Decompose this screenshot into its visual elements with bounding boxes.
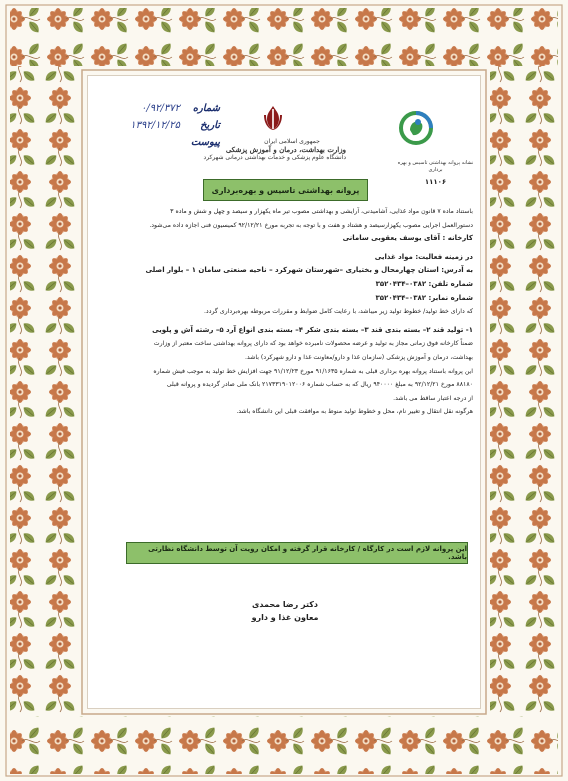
date-label: تاریخ: [200, 120, 220, 131]
health-caption: نشانه پروانه بهداشتی تاسیس و بهره برداری: [397, 160, 474, 173]
paragraph-4: هرگونه نقل انتقال و تغییر نام، محل و خطوط تولید منوط به موافقت قبلی این دانشگاه باشد.: [236, 408, 473, 416]
notice-box: این پروانه لازم است در کارگاه / کارخانه قرار گرفته و امکان رویت آن توسط دانشگاه نظارتی باشد.: [126, 542, 468, 564]
health-standard-logo-icon: [396, 108, 436, 148]
number-value: ۰/۹۲/۳۷۲: [141, 103, 180, 114]
paragraph-3a: این پروانه باستناد پروانه بهره برداری قبلی به شماره ۹۱/۱۶۳۵ مورخ ۹۱/۱۲/۲۳ جهت افزایش خط تولید به موجب فیش شماره: [153, 367, 473, 375]
ministry-line2: وزارت بهداشت، درمان و آموزش پزشکی: [225, 145, 346, 154]
attachment-label: پیوست: [190, 137, 220, 148]
date-row: [120, 117, 220, 134]
number-label: شماره: [192, 103, 220, 114]
fax-line: شماره نمابر: ۰۳۸۲–۳۵۲۰۴۳۴: [375, 293, 473, 302]
signature-block: [230, 598, 340, 624]
paragraph-2b: بهداشت، درمان و آموزش پزشکی (سازمان غذا و دارو/معاونت غذا و دارو شهرکرد) باشد.: [244, 353, 473, 361]
letter-meta: [120, 100, 220, 151]
ministry-line3: دانشگاه علوم پزشکی و خدمات بهداشتی درمانی شهرکرد: [203, 154, 346, 161]
signer-position: معاون غذا و دارو: [251, 613, 319, 622]
signer-name: دکتر رضا محمدی: [252, 600, 318, 609]
paragraph-2a: ضمناً کارخانه فوق زمانی مجاز به تولید و عرضه محصولات نامبرده خواهد بود که دارای پروانه بهداشتی ساخت معتبر از وزارت: [153, 340, 473, 348]
attachment-row: [120, 134, 220, 151]
ministry-line1: جمهوری اسلامی ایران: [264, 138, 320, 145]
address-line: به آدرس: استان چهارمحال و بختیاری –شهرستان شهرکرد – ناحیه صنعتی سامان ۱ – بلوار اصلی: [145, 266, 473, 275]
iran-emblem-icon: [258, 103, 288, 133]
phone-line: شماره تلفن: ۰۳۸۲–۳۵۲۰۴۳۴: [375, 279, 473, 288]
intro-line-2: دستورالعمل اجرایی مصوب یکهزارسیصد و هشتاد و هفت و با توجه به تجربه مورخ ۹۲/۱۲/۲۱ کمیسیون فنی اجازه داده می‌شود.: [149, 221, 473, 229]
number-row: [120, 100, 220, 117]
date-value: ۱۳۹۲/۱۲/۲۵: [130, 120, 180, 131]
license-body: [96, 205, 473, 419]
paragraph-3b: ۸۸۱۸۰ مورخ ۹۲/۱۲/۲۱ به مبلغ ۹۴۰۰۰۰ ریال که به حساب شماره ۲۱۷۳۳۱۹۰۱۲۰۰۶ بانک ملی صادر گردیده و پروانه قبلی: [166, 381, 473, 389]
products-line: ۱- تولید قند ۲– بسته بندی قند ۳– بسته بندی شکر ۴– بسته بندی انواع آرد ۵– رشته آش و پلویی: [152, 325, 473, 334]
activity-line: در زمینه فعالیت: مواد غذایی: [374, 252, 473, 261]
factory-line: کارخانه : آقای یوسف یعقوبی سامانی: [342, 234, 473, 243]
document-title: پروانه بهداشتی تاسیس و بهره‌برداری: [203, 179, 368, 201]
production-intro: که دارای خط تولید/ خطوط تولید زیر میباشد، با رعایت کامل ضوابط و مقررات مربوطه بهره‌برداری گردد.: [203, 308, 473, 316]
paragraph-3c: از درجه اعتبار ساقط می باشد.: [393, 394, 473, 402]
intro-line-1: باستناد ماده ۷ قانون مواد غذایی، آشامیدنی، آرایشی و بهداشتی مصوب تیر ماه یکهزار و سیصد و چهل و شش و ماده ۳: [170, 208, 473, 215]
health-number: ۱۱۱۰۶: [424, 178, 447, 186]
